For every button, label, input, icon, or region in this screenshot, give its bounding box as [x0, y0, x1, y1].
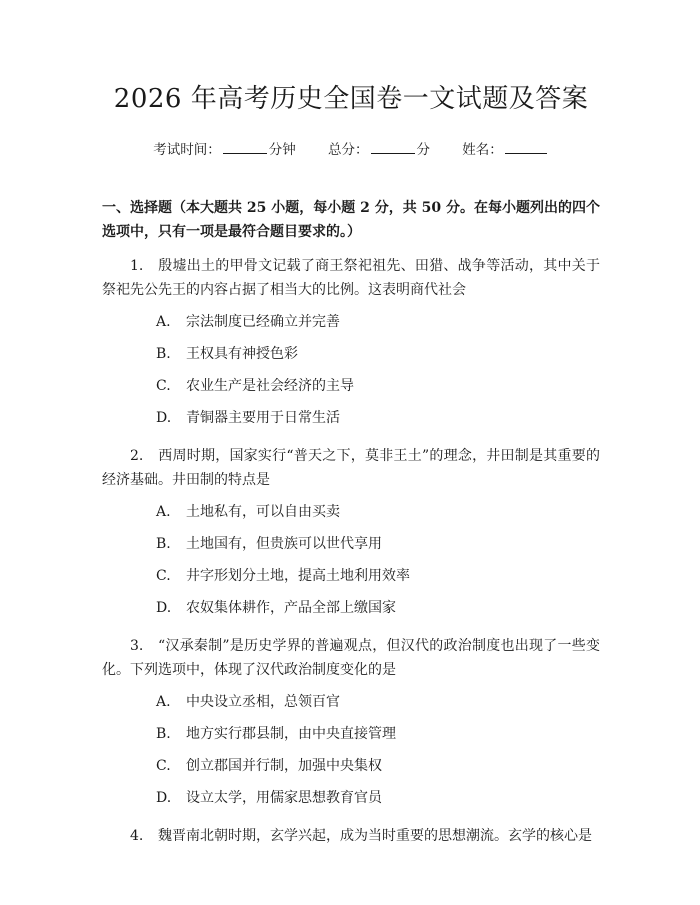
question-number: 2.	[130, 448, 144, 464]
option-text: 农奴集体耕作，产品全部上缴国家	[186, 600, 396, 616]
question-1	[102, 254, 600, 434]
option-a	[102, 306, 600, 338]
option-text: 青铜器主要用于日常生活	[186, 410, 340, 426]
question-text: “汉承秦制”是历史学界的普遍观点，但汉代的政治制度也出现了一些变化。下列选项中，体现了汉代政治制度变化的是	[102, 638, 600, 678]
question-text: 西周时期，国家实行“普天之下，莫非王土”的理念，井田制是其重要的经济基础。井田制的特点是	[102, 448, 600, 488]
question-text: 魏晋南北朝时期，玄学兴起，成为当时重要的思想潮流。玄学的核心是	[158, 828, 592, 844]
question-2	[102, 444, 600, 624]
option-text: 中央设立丞相，总领百官	[186, 694, 340, 710]
score-field	[328, 142, 434, 158]
time-blank	[223, 140, 267, 154]
section-heading: 一、选择题（本大题共 25 小题，每小题 2 分，共 50 分。在每小题列出的四个选项中，只有一项是最符合题目要求的。）	[102, 200, 600, 240]
name-blank	[505, 140, 547, 154]
option-d	[102, 402, 600, 434]
option-letter: A.	[156, 694, 171, 710]
option-letter: C.	[156, 568, 171, 584]
option-text: 创立郡国并行制，加强中央集权	[186, 758, 382, 774]
option-text: 地方实行郡县制，由中央直接管理	[186, 726, 396, 742]
score-unit: 分	[416, 142, 430, 158]
option-c	[102, 750, 600, 782]
time-unit: 分钟	[268, 142, 296, 158]
question-stem	[102, 254, 600, 302]
option-d	[102, 782, 600, 814]
exam-meta	[102, 140, 600, 160]
option-text: 井字形划分土地，提高土地利用效率	[186, 568, 410, 584]
option-text: 土地私有，可以自由买卖	[186, 504, 340, 520]
option-a	[102, 686, 600, 718]
question-stem	[102, 824, 600, 848]
option-letter: D.	[156, 790, 172, 806]
score-blank	[371, 140, 415, 154]
option-b	[102, 528, 600, 560]
option-text: 设立太学，用儒家思想教育官员	[186, 790, 382, 806]
question-4	[102, 824, 600, 848]
option-letter: D.	[156, 410, 172, 426]
option-list	[102, 496, 600, 624]
option-text: 王权具有神授色彩	[186, 346, 298, 362]
question-stem	[102, 634, 600, 682]
option-b	[102, 718, 600, 750]
option-c	[102, 370, 600, 402]
page-title: 2026 年高考历史全国卷一文试题及答案	[113, 84, 589, 114]
option-letter: A.	[156, 504, 171, 520]
score-label: 总分：	[328, 142, 369, 158]
option-list	[102, 686, 600, 814]
option-letter: B.	[156, 726, 171, 742]
option-text: 农业生产是社会经济的主导	[186, 378, 354, 394]
question-number: 1.	[130, 258, 144, 274]
time-field	[153, 142, 300, 158]
option-letter: B.	[156, 346, 171, 362]
option-letter: C.	[156, 758, 171, 774]
question-text: 殷墟出土的甲骨文记载了商王祭祀祖先、田猎、战争等活动，其中关于祭祀先公先王的内容占据了相当大的比例。这表明商代社会	[102, 258, 600, 298]
option-a	[102, 496, 600, 528]
question-3	[102, 634, 600, 814]
option-b	[102, 338, 600, 370]
name-field	[462, 142, 549, 158]
question-stem	[102, 444, 600, 492]
option-list	[102, 306, 600, 434]
option-d	[102, 592, 600, 624]
question-number: 4.	[130, 828, 144, 844]
option-letter: C.	[156, 378, 171, 394]
name-label: 姓名：	[462, 142, 503, 158]
option-letter: A.	[156, 314, 171, 330]
option-text: 宗法制度已经确立并完善	[186, 314, 340, 330]
time-label: 考试时间：	[153, 142, 221, 158]
option-letter: B.	[156, 536, 171, 552]
option-c	[102, 560, 600, 592]
option-text: 土地国有，但贵族可以世代享用	[186, 536, 382, 552]
option-letter: D.	[156, 600, 172, 616]
question-number: 3.	[130, 638, 144, 654]
